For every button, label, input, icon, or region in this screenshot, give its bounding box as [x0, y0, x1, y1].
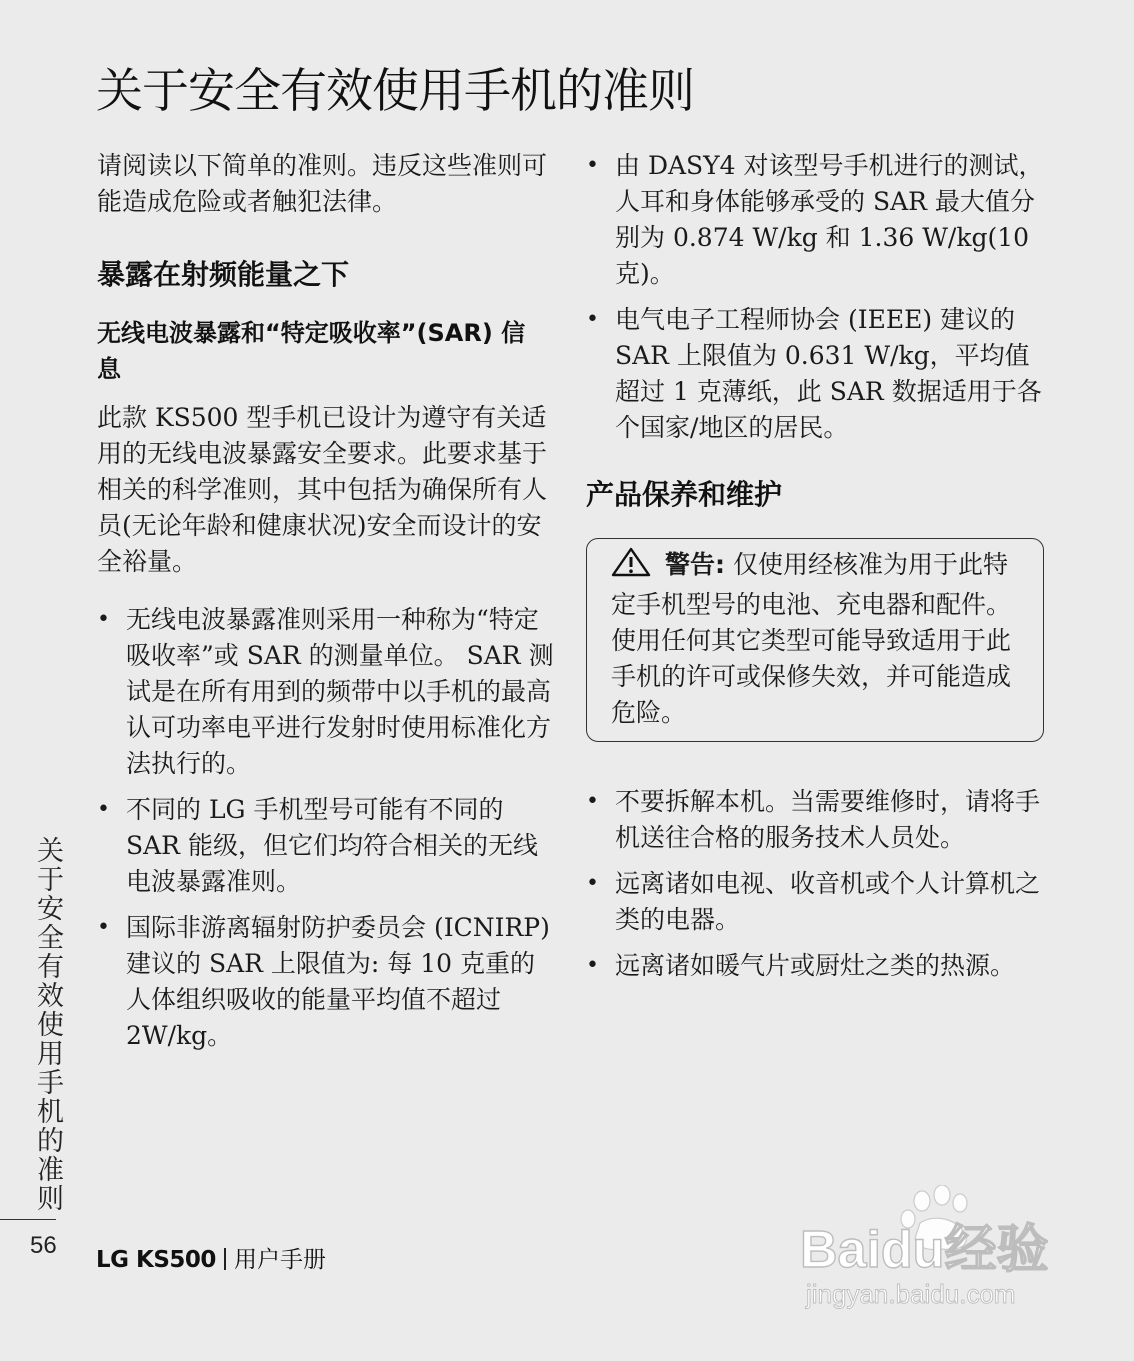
- left-column: [97, 148, 555, 1064]
- sar-bullet-list: [97, 602, 555, 1054]
- bullet-icon: •: [586, 307, 599, 332]
- footer-divider: [224, 1248, 226, 1270]
- bullet-icon: •: [97, 915, 110, 940]
- bullet-icon: •: [586, 789, 599, 814]
- list-item-text: 国际非游离辐射防护委员会 (ICNIRP) 建议的 SAR 上限值为: 每 10 克重的人体组织吸收的能量平均值不超过 2W/kg。: [126, 913, 550, 1050]
- bullet-icon: •: [97, 797, 110, 822]
- side-divider: [0, 1219, 56, 1220]
- watermark-logo-text: Baidu经验: [800, 1221, 1049, 1279]
- side-chapter-title: 关于安全有效使用手机的准则: [32, 836, 63, 1213]
- list-item: [586, 948, 1044, 984]
- product-care-heading: 产品保养和维护: [586, 478, 783, 511]
- warning-text: 仅使用经核准为用于此特定手机型号的电池、充电器和配件。使用任何其它类型可能导致适用于此手机的许可或保修失效，并可能造成危险。: [611, 550, 1012, 727]
- list-item: [97, 602, 555, 782]
- list-item: [586, 148, 1044, 292]
- list-item: [586, 302, 1044, 446]
- warning-box: [586, 538, 1044, 742]
- footer-manual-label: 用户手册: [233, 1247, 326, 1273]
- list-item-text: 不要拆解本机。当需要维修时，请将手机送往合格的服务技术人员处。: [615, 787, 1041, 852]
- bullet-icon: •: [97, 607, 110, 632]
- right-column: [586, 148, 1044, 994]
- bullet-icon: •: [586, 953, 599, 978]
- list-item: [586, 866, 1044, 938]
- warning-label: 警告:: [665, 550, 725, 579]
- sar-values-list: [586, 148, 1044, 446]
- sar-paragraph: 此款 KS500 型手机已设计为遵守有关适用的无线电波暴露安全要求。此要求基于相关的科学准则，其中包括为确保所有人员(无论年龄和健康状况)安全而设计的安全裕量。: [97, 403, 548, 576]
- care-bullet-list: [586, 784, 1044, 984]
- warning-triangle-icon: [611, 547, 651, 587]
- list-item-text: 不同的 LG 手机型号可能有不同的 SAR 能级，但它们均符合相关的无线电波暴露准则。: [126, 795, 538, 896]
- list-item-text: 远离诸如电视、收音机或个人计算机之类的电器。: [615, 869, 1041, 934]
- sar-info-heading: 无线电波暴露和“特定吸收率”(SAR) 信息: [97, 319, 526, 383]
- list-item: [97, 910, 555, 1054]
- baidu-watermark: [800, 1185, 1070, 1315]
- rf-exposure-heading: 暴露在射频能量之下: [97, 258, 350, 291]
- list-item-text: 电气电子工程师协会 (IEEE) 建议的 SAR 上限值为 0.631 W/kg，平均值超过 1 克薄纸，此 SAR 数据适用于各个国家/地区的居民。: [615, 305, 1042, 442]
- list-item-text: 由 DASY4 对该型号手机进行的测试，人耳和身体能够承受的 SAR 最大值分别为 0.874 W/kg 和 1.36 W/kg(10 克)。: [615, 151, 1044, 288]
- list-item: [97, 792, 555, 900]
- list-item-text: 无线电波暴露准则采用一种称为“特定吸收率”或 SAR 的测量单位。 SAR 测试是在所有用到的频带中以手机的最高认可功率电平进行发射时使用标准化方法执行的。: [126, 605, 554, 778]
- watermark-url: jingyan.baidu.com: [806, 1279, 1016, 1309]
- footer: [96, 1241, 326, 1274]
- page-title: 关于安全有效使用手机的准则: [96, 64, 694, 119]
- bullet-icon: •: [586, 153, 599, 178]
- footer-brand: LG KS500: [96, 1247, 216, 1273]
- page-number: 56: [30, 1232, 57, 1259]
- list-item-text: 远离诸如暖气片或厨灶之类的热源。: [615, 951, 1016, 980]
- intro-paragraph: 请阅读以下简单的准则。违反这些准则可能造成危险或者触犯法律。: [97, 151, 548, 216]
- list-item: [586, 784, 1044, 856]
- bullet-icon: •: [586, 871, 599, 896]
